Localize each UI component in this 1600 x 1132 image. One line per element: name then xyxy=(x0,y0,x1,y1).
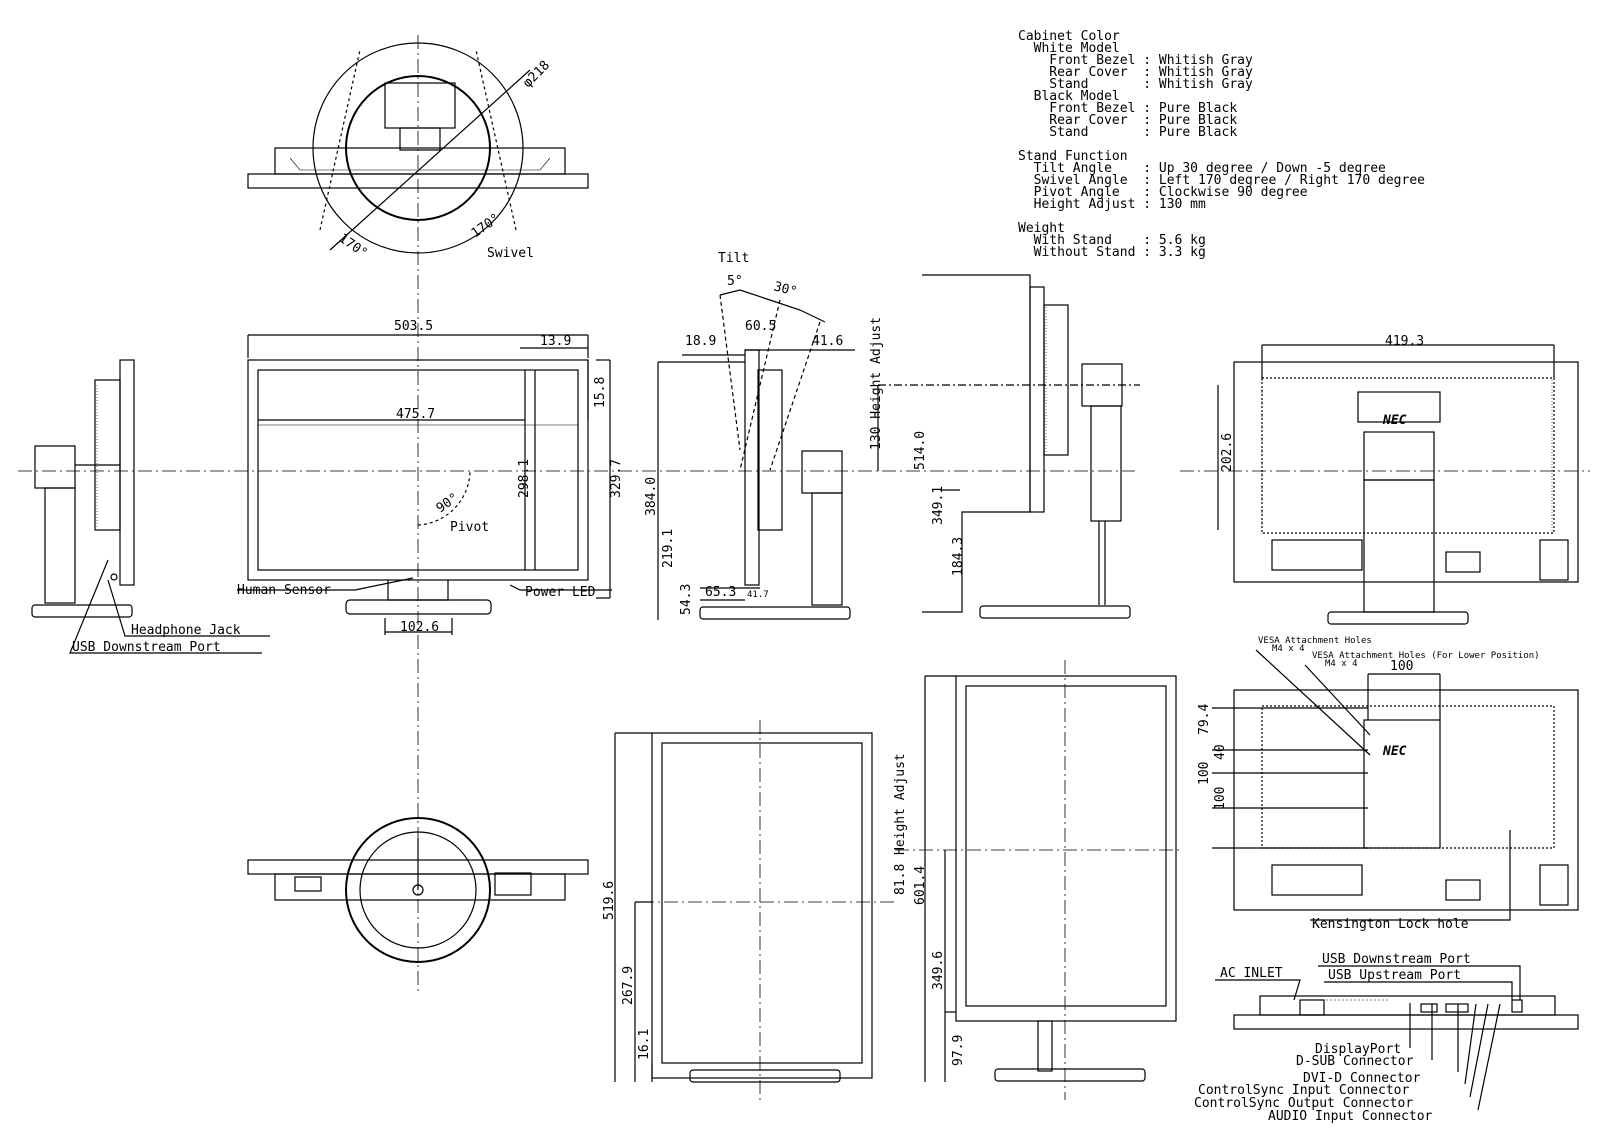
portrait-side-d1-label: 81.8 xyxy=(893,863,908,895)
tilt-up-angle: 30° xyxy=(771,279,799,300)
vesa-h2-label: 40 xyxy=(1213,744,1228,760)
pivot-label: Pivot xyxy=(450,520,490,535)
swivel-left-angle: 170° xyxy=(335,230,370,262)
connector-dsub-label: D-SUB Connector xyxy=(1296,1054,1414,1069)
vesa-rear-view xyxy=(1212,650,1578,920)
spec-line: Weight xyxy=(1018,221,1065,236)
connector-usb-up-label: USB Upstream Port xyxy=(1328,968,1462,983)
kensington-label: Kensington Lock hole xyxy=(1312,917,1469,932)
tilt-b1-label: 65.3 xyxy=(705,585,737,600)
pivot-angle-label: 90° xyxy=(433,490,462,517)
tilt-b2-label: 41.7 xyxy=(747,590,769,600)
spec-line: White Model xyxy=(1018,41,1120,56)
front-bezel-right-label: 13.9 xyxy=(540,334,572,349)
vesa-width-label: 100 xyxy=(1390,659,1414,674)
spec-line: Cabinet Color xyxy=(1018,29,1120,44)
tilt-d3-label: 41.6 xyxy=(812,334,844,349)
tilt-h3-label: 54.3 xyxy=(679,583,694,615)
rear-nec-logo: NEC xyxy=(1383,413,1407,428)
portrait-front-view xyxy=(615,720,895,1100)
portrait-h1-label: 519.6 xyxy=(602,880,617,920)
left-side-view xyxy=(32,360,270,653)
tilt-d1-label: 18.9 xyxy=(685,334,717,349)
spec-text-block xyxy=(1018,29,1425,260)
spec-line: Without Stand : 3.3 kg xyxy=(1018,245,1206,260)
swivel-right-angle: 170° xyxy=(468,211,503,242)
tilt-h1-label: 384.0 xyxy=(644,476,659,516)
spec-line: Stand : Whitish Gray xyxy=(1018,77,1253,92)
portrait-height-adjust-title: Height Adjust xyxy=(893,753,908,855)
vesa-nec-logo: NEC xyxy=(1383,744,1407,759)
tilt-title: Tilt xyxy=(718,251,750,266)
vesa-h1-label: 79.4 xyxy=(1197,703,1212,735)
vesa-h3-label: 100 xyxy=(1197,761,1212,785)
front-screen-height-label: 298.1 xyxy=(517,458,532,498)
spec-line: With Stand : 5.6 kg xyxy=(1018,233,1206,248)
spec-line: Rear Cover : Whitish Gray xyxy=(1018,65,1253,80)
connector-cs-out-label: ControlSync Output Connector xyxy=(1194,1096,1414,1111)
swivel-title: Swivel xyxy=(487,246,534,261)
bottom-view xyxy=(248,818,588,962)
vesa-h4-label: 100 xyxy=(1213,786,1228,810)
headphone-jack-label: Headphone Jack xyxy=(131,623,241,638)
swivel-diameter-label: φ218 xyxy=(520,58,553,91)
rear-height-label: 202.6 xyxy=(1220,432,1235,472)
spec-line: Pivot Angle : Clockwise 90 degree xyxy=(1018,185,1308,200)
spec-line: Front Bezel : Pure Black xyxy=(1018,101,1238,116)
tilt-d2-label: 60.5 xyxy=(745,319,777,334)
spec-line: Height Adjust : 130 mm xyxy=(1018,197,1206,212)
spec-line: Stand : Pure Black xyxy=(1018,125,1238,140)
connector-cs-in-label: ControlSync Input Connector xyxy=(1198,1083,1410,1098)
vesa-holes-spec: M4 x 4 xyxy=(1272,644,1305,654)
portrait-side-view xyxy=(895,660,1180,1100)
front-bezel-top-label: 15.8 xyxy=(593,376,608,408)
connector-dvid-label: DVI-D Connector xyxy=(1303,1071,1421,1086)
spec-line: Swivel Angle : Left 170 degree / Right 170 degree xyxy=(1018,173,1425,188)
tilt-down-angle: 5° xyxy=(727,274,743,289)
portrait-h2-label: 267.9 xyxy=(621,965,636,1005)
vesa-lower-spec: M4 x 4 xyxy=(1325,659,1358,669)
spec-line: Stand Function xyxy=(1018,149,1128,164)
rear-view xyxy=(1218,345,1578,624)
power-led-label: Power LED xyxy=(525,585,596,600)
spec-line: Rear Cover : Pure Black xyxy=(1018,113,1238,128)
front-width-label: 503.5 xyxy=(394,319,434,334)
height-h2-label: 349.1 xyxy=(931,485,946,525)
height-adjust-title: 130 Height Adjust xyxy=(869,316,884,450)
vesa-holes-label: VESA Attachment Holes xyxy=(1258,636,1372,646)
connector-ac-inlet-label: AC INLET xyxy=(1220,966,1283,981)
front-total-height-label: 329.7 xyxy=(609,458,624,498)
rear-width-label: 419.3 xyxy=(1385,334,1425,349)
spec-line: Front Bezel : Whitish Gray xyxy=(1018,53,1253,68)
usb-downstream-left-label: USB Downstream Port xyxy=(72,640,221,655)
vesa-lower-label: VESA Attachment Holes (For Lower Position) xyxy=(1312,651,1540,661)
portrait-h3-label: 16.1 xyxy=(637,1028,652,1060)
portrait-side-h1-label: 601.4 xyxy=(913,865,928,905)
connector-audio-label: AUDIO Input Connector xyxy=(1268,1109,1433,1124)
connector-displayport-label: DisplayPort xyxy=(1315,1042,1402,1057)
front-screen-width-label: 475.7 xyxy=(396,407,436,422)
spec-line: Tilt Angle : Up 30 degree / Down -5 degree xyxy=(1018,161,1386,176)
portrait-side-h3-label: 97.9 xyxy=(951,1034,966,1066)
tilt-h2-label: 219.1 xyxy=(661,528,676,568)
portrait-side-h2-label: 349.6 xyxy=(931,950,946,990)
spec-line: Black Model xyxy=(1018,89,1120,104)
base-width-label: 102.6 xyxy=(400,620,440,635)
connector-usb-down-label: USB Downstream Port xyxy=(1322,952,1471,967)
human-sensor-label: Human Sensor xyxy=(237,583,331,598)
height-h1-label: 514.0 xyxy=(913,430,928,470)
height-h3-label: 184.3 xyxy=(951,536,966,576)
